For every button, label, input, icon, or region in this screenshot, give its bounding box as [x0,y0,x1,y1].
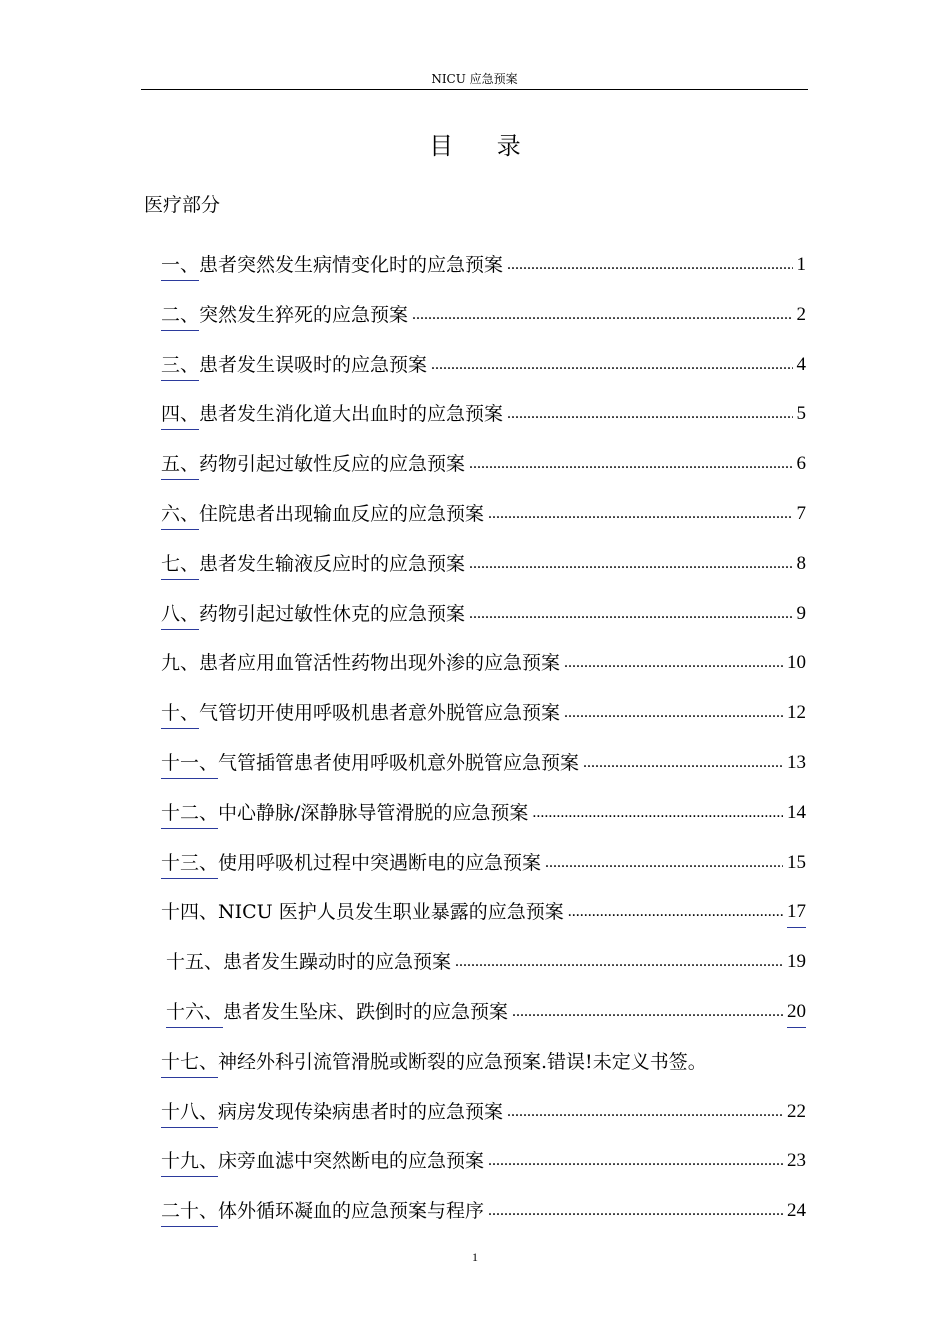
toc-entry-title: NICU 医护人员发生职业暴露的应急预案 [218,901,564,924]
toc-entry-title: 气管切开使用呼吸机患者意外脱管应急预案 [199,702,561,725]
toc-leader-dots [469,599,792,629]
toc-leader-dots [431,350,792,380]
section-heading: 医疗部分 [144,194,221,216]
toc-entry-title: 住院患者出现输血反应的应急预案 [199,502,485,525]
toc-entry[interactable] [161,698,806,748]
toc-entry[interactable] [161,250,806,300]
toc-entry-page: 24 [787,1200,806,1222]
toc-entry[interactable] [161,1097,806,1147]
toc-entry-number[interactable]: 一、 [161,250,199,281]
toc-entry-title: 突然发生猝死的应急预案 [199,303,409,326]
toc-entry-title: 中心静脉/深静脉导管滑脱的应急预案 [218,801,529,824]
toc-leader-dots [564,698,783,728]
toc-entry[interactable] [161,449,806,499]
toc-entry-title: 使用呼吸机过程中突遇断电的应急预案 [218,851,542,874]
toc-entry-page: 23 [787,1150,806,1172]
toc-leader-dots [507,250,792,280]
toc-leader-dots [512,997,783,1027]
toc-leader-dots [488,1196,783,1226]
toc-leader-dots [507,1097,783,1127]
toc-entry-page: 8 [796,552,806,574]
toc-entry[interactable] [161,897,806,947]
toc-entry[interactable] [161,848,806,898]
toc-entry[interactable] [161,399,806,449]
toc-entry-page: 1 [796,254,806,275]
toc-entry-number[interactable]: 十七、 [161,1047,218,1078]
toc-leader-dots [545,848,783,878]
toc-entry[interactable] [161,1146,806,1196]
toc-leader-dots [469,549,792,579]
toc-entry-number[interactable]: 十八、 [161,1097,218,1128]
toc-leader-dots [469,449,792,479]
toc-leader-dots [455,947,783,977]
toc-entry-title: 体外循环凝血的应急预案与程序 [218,1200,485,1223]
toc-entry-page: 14 [787,801,806,823]
toc-entry-number[interactable]: 十四、 [161,901,219,924]
toc-leader-dots [488,1146,783,1176]
toc-entry[interactable] [161,300,806,350]
toc-entry-page: 9 [796,602,806,624]
toc-entry-number[interactable]: 十五、 [166,951,224,974]
toc-entry-title: 患者发生消化道大出血时的应急预案 [199,403,504,426]
table-of-contents [161,250,806,1246]
toc-entry-title: 患者发生躁动时的应急预案 [223,951,452,974]
toc-entry[interactable] [161,1047,806,1097]
toc-entry-page[interactable]: 17 [787,897,806,928]
toc-leader-dots [532,798,783,828]
toc-entry-number[interactable]: 七、 [161,549,199,580]
toc-entry-title: 神经外科引流管滑脱或断裂的应急预案.错误!未定义书签。 [218,1050,707,1073]
toc-entry[interactable] [161,947,806,997]
page-header: NICU 应急预案 [141,70,808,90]
toc-leader-dots [507,399,792,429]
toc-entry-page: 6 [796,453,806,475]
toc-entry-number[interactable]: 四、 [161,399,199,430]
page-number: 1 [472,1250,478,1264]
toc-entry-number[interactable]: 九、 [161,652,200,675]
toc-entry-page: 13 [787,751,806,773]
toc-entry[interactable] [161,997,806,1047]
toc-entry-page: 19 [787,951,806,973]
toc-leader-dots [583,748,783,778]
toc-entry-title: 患者发生输液反应时的应急预案 [199,552,466,575]
toc-entry-title: 床旁血滤中突然断电的应急预案 [218,1150,485,1173]
page-title: 目 录 [429,132,539,160]
toc-entry-page: 15 [787,851,806,873]
toc-entry[interactable] [161,549,806,599]
toc-entry[interactable] [161,499,806,549]
toc-entry-number[interactable]: 八、 [161,599,199,630]
toc-entry[interactable] [161,599,806,649]
toc-entry-number[interactable]: 二十、 [161,1196,218,1227]
toc-entry-page: 7 [796,502,806,524]
toc-entry-page: 22 [787,1100,806,1122]
toc-entry-page: 10 [787,652,806,674]
toc-leader-dots [488,499,792,529]
toc-entry-title: 气管插管患者使用呼吸机意外脱管应急预案 [218,751,580,774]
toc-entry-number[interactable]: 五、 [161,449,199,480]
toc-entry-number[interactable]: 六、 [161,499,199,530]
toc-entry-page: 12 [787,702,806,724]
toc-entry[interactable] [161,648,806,698]
toc-entry-number[interactable]: 十、 [161,698,199,729]
toc-entry-title: 患者发生坠床、跌倒时的应急预案 [223,1000,509,1023]
toc-entry-page: 2 [796,303,806,325]
toc-leader-dots [568,897,783,927]
toc-entry-title: 患者发生误吸时的应急预案 [199,353,428,376]
toc-entry-title: 患者应用血管活性药物出现外渗的应急预案 [199,652,561,675]
toc-entry[interactable] [161,798,806,848]
toc-entry[interactable] [161,350,806,400]
toc-entry-page: 4 [796,353,806,375]
toc-entry-title: 患者突然发生病情变化时的应急预案 [199,254,504,276]
toc-entry-title: 药物引起过敏性反应的应急预案 [199,453,466,476]
toc-leader-dots [564,648,783,678]
toc-entry-page: 5 [796,403,806,425]
toc-entry-number[interactable]: 十三、 [161,848,218,879]
toc-entry[interactable] [161,748,806,798]
toc-entry[interactable] [161,1196,806,1246]
toc-entry-number[interactable]: 十一、 [161,748,218,779]
toc-entry-number[interactable]: 二、 [161,300,199,331]
toc-entry-number[interactable]: 十二、 [161,798,218,829]
toc-entry-page[interactable]: 20 [787,997,806,1028]
toc-entry-number[interactable]: 十六、 [166,997,223,1028]
toc-entry-number[interactable]: 十九、 [161,1146,218,1177]
toc-entry-number[interactable]: 三、 [161,350,199,381]
toc-entry-title: 病房发现传染病患者时的应急预案 [218,1100,504,1123]
toc-entry-title: 药物引起过敏性休克的应急预案 [199,602,466,625]
toc-leader-dots [412,300,792,330]
